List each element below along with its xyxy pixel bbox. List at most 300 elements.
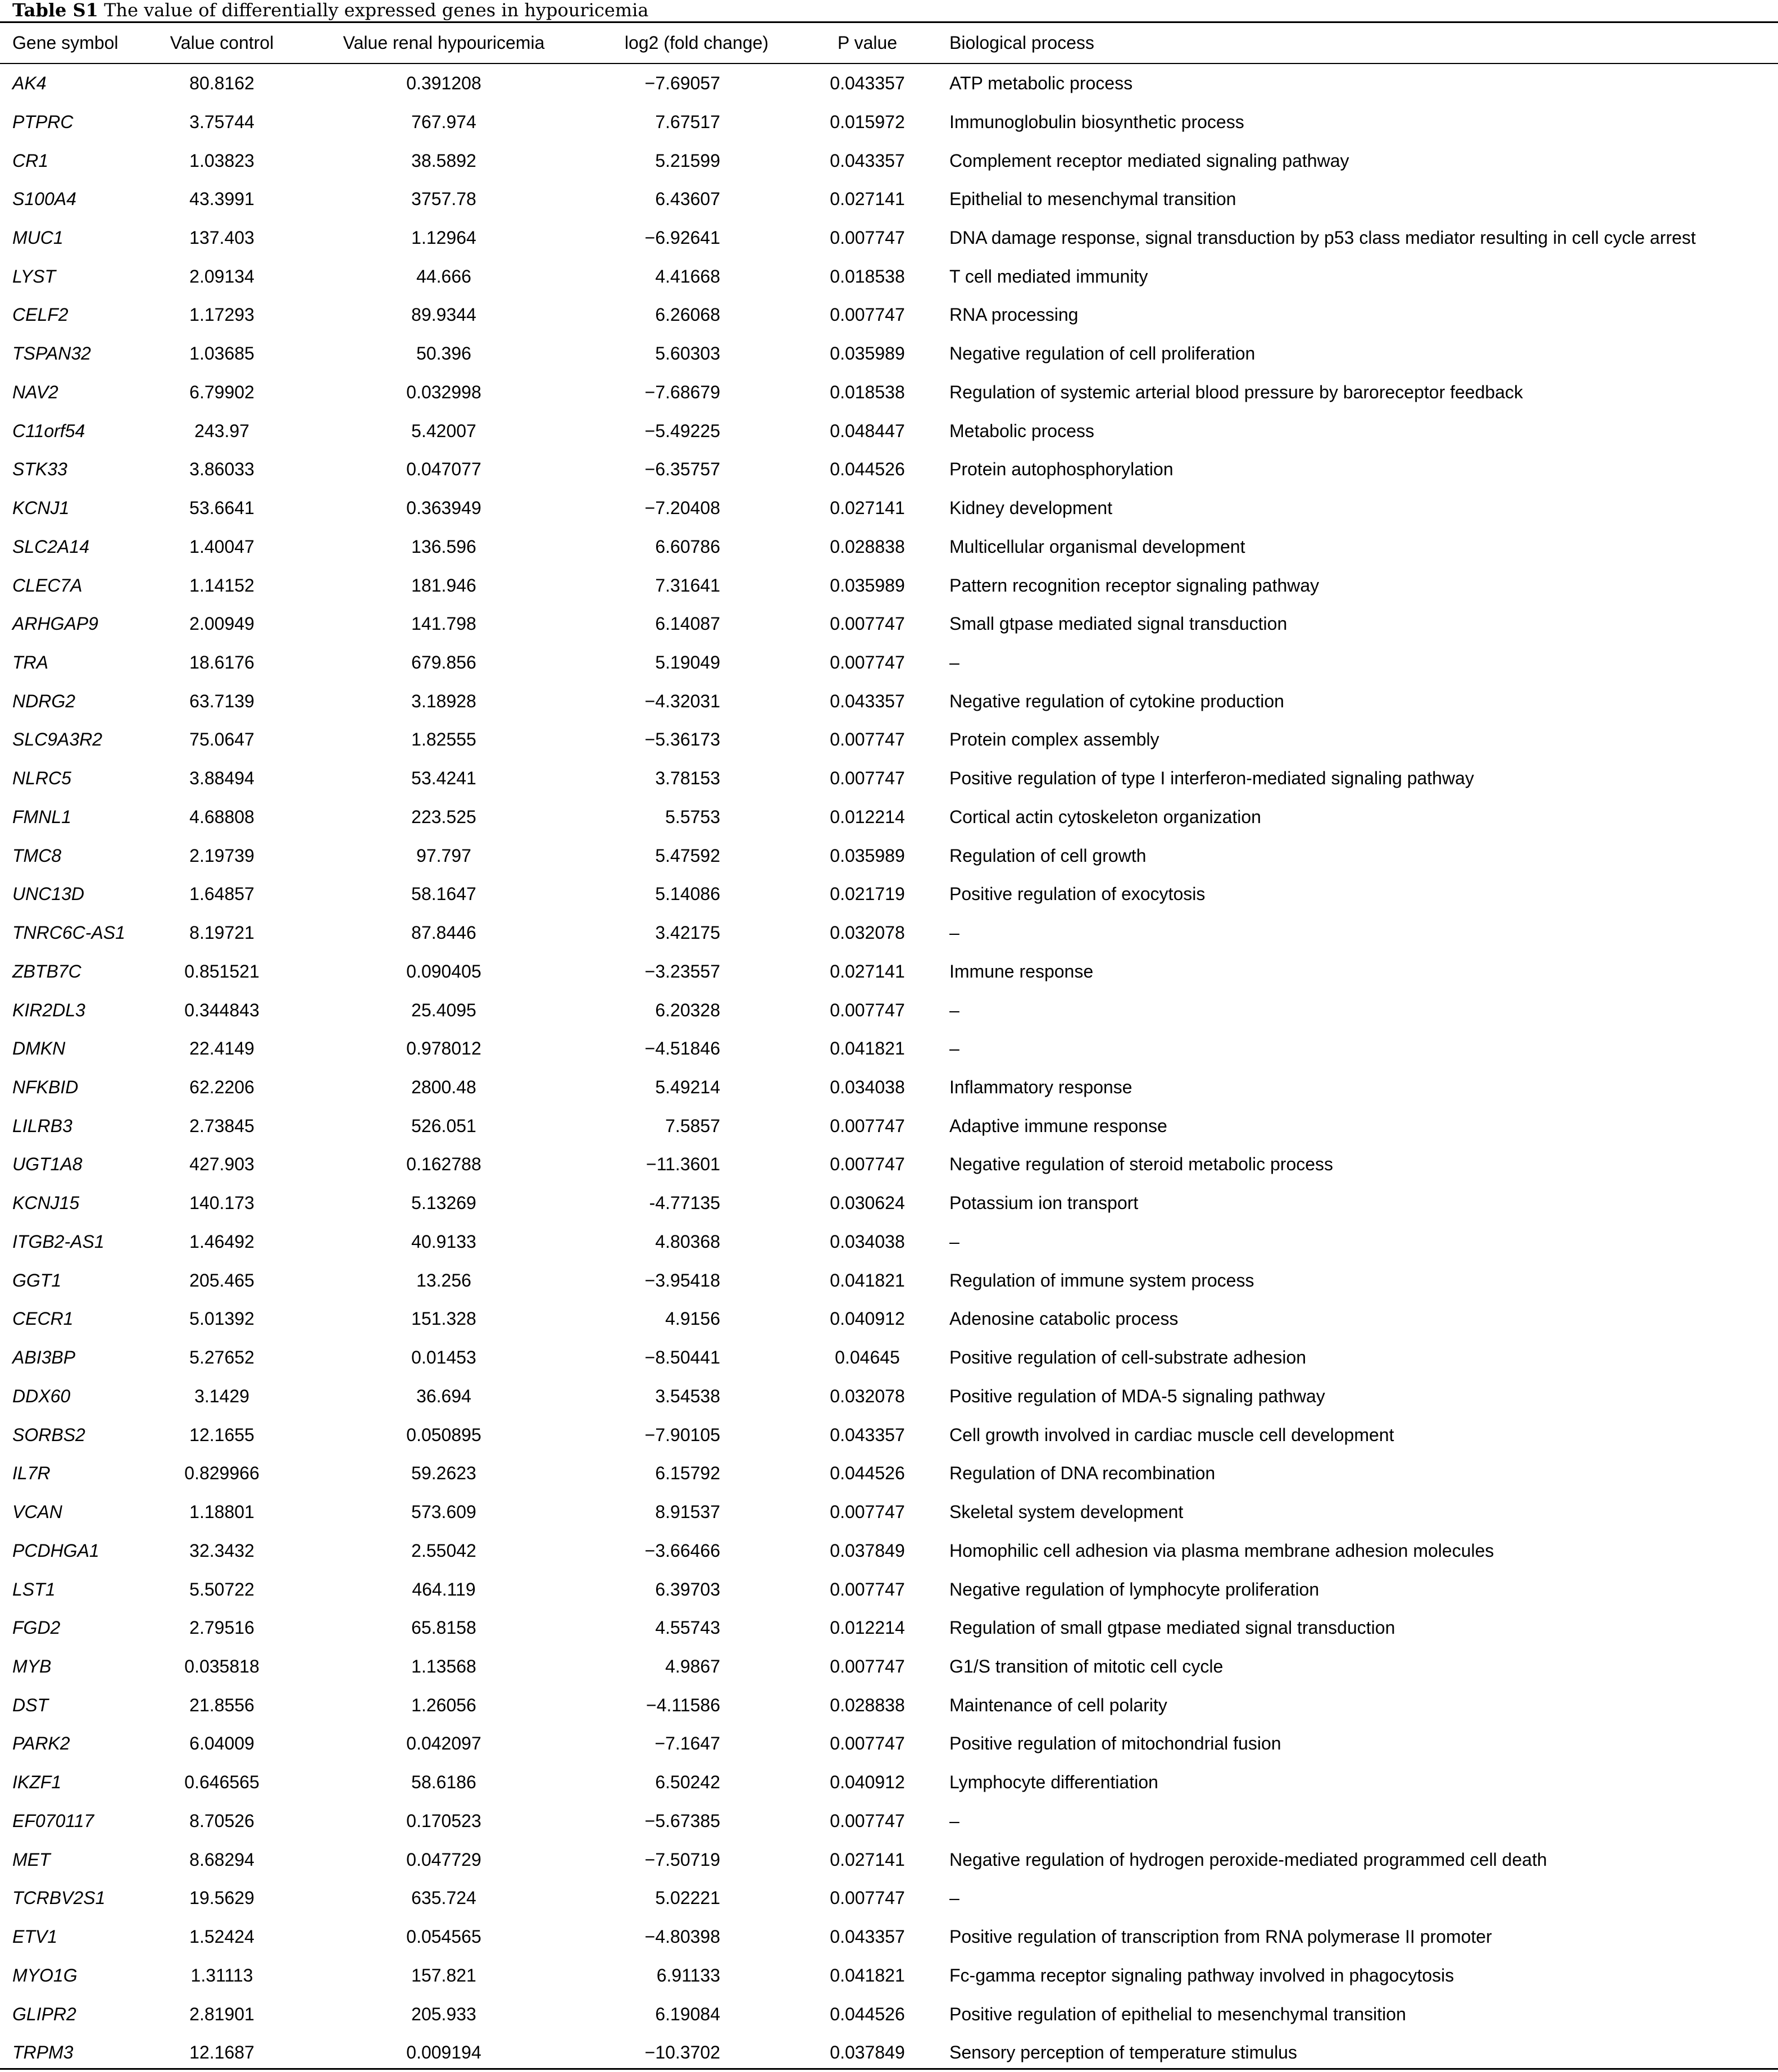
biological-process-cell: Regulation of cell growth xyxy=(949,845,1147,866)
log2-fold-change-cell: −5.67385 xyxy=(644,1810,720,1831)
log2-fold-change-cell: 6.14087 xyxy=(655,614,720,634)
biological-process-cell: – xyxy=(949,1888,960,1909)
p-value-cell: 0.007747 xyxy=(830,1656,905,1676)
biological-process-cell: – xyxy=(949,1810,960,1831)
p-value-cell: 0.007747 xyxy=(830,768,905,789)
gene-symbol-cell: LYST xyxy=(12,266,56,287)
gene-symbol-cell: C11orf54 xyxy=(12,420,85,441)
table-title: The value of differentially expressed genes in hypouricemia xyxy=(104,0,649,21)
gene-symbol-cell: KIR2DL3 xyxy=(12,999,85,1020)
log2-fold-change-cell: −3.23557 xyxy=(644,961,720,982)
log2-fold-change-cell: 4.55743 xyxy=(655,1617,720,1638)
log2-fold-change-cell: -4.77135 xyxy=(649,1193,720,1214)
gene-symbol-cell: ITGB2-AS1 xyxy=(12,1231,104,1252)
p-value-cell: 0.012214 xyxy=(830,1617,905,1638)
value-control-cell: 5.27652 xyxy=(189,1347,254,1368)
value-renal-cell: 0.170523 xyxy=(406,1810,481,1831)
biological-process-cell: Positive regulation of mitochondrial fusion xyxy=(949,1733,1281,1754)
p-value-cell: 0.007747 xyxy=(830,1810,905,1831)
p-value-cell: 0.007747 xyxy=(830,227,905,248)
value-renal-cell: 87.8446 xyxy=(411,923,476,943)
value-renal-cell: 13.256 xyxy=(416,1270,471,1291)
value-control-cell: 19.5629 xyxy=(189,1888,254,1909)
log2-fold-change-cell: −3.95418 xyxy=(644,1270,720,1291)
log2-fold-change-cell: −5.36173 xyxy=(644,729,720,750)
biological-process-cell: Metabolic process xyxy=(949,420,1094,441)
value-renal-cell: 151.328 xyxy=(411,1308,476,1329)
value-control-cell: 3.88494 xyxy=(189,768,254,789)
log2-fold-change-cell: 5.19049 xyxy=(655,652,720,673)
biological-process-cell: Cortical actin cytoskeleton organization xyxy=(949,806,1261,827)
value-control-cell: 21.8556 xyxy=(189,1694,254,1715)
biological-process-cell: Positive regulation of MDA-5 signaling pathway xyxy=(949,1385,1325,1406)
p-value-cell: 0.007747 xyxy=(830,999,905,1020)
value-renal-cell: 53.4241 xyxy=(411,768,476,789)
value-renal-cell: 635.724 xyxy=(411,1888,476,1909)
gene-symbol-cell: LILRB3 xyxy=(12,1115,72,1136)
log2-fold-change-cell: −4.51846 xyxy=(644,1038,720,1059)
biological-process-cell: ATP metabolic process xyxy=(949,73,1133,93)
value-control-cell: 1.31113 xyxy=(190,1965,253,1985)
biological-process-cell: Regulation of systemic arterial blood pressure by baroreceptor feedback xyxy=(949,381,1523,402)
p-value-cell: 0.037849 xyxy=(830,2042,905,2063)
value-control-cell: 18.6176 xyxy=(189,652,254,673)
value-control-cell: 2.00949 xyxy=(189,614,254,634)
p-value-cell: 0.007747 xyxy=(830,652,905,673)
header-log2-fold-change: log2 (fold change) xyxy=(624,33,769,53)
value-control-cell: 5.01392 xyxy=(189,1308,254,1329)
p-value-cell: 0.030624 xyxy=(830,1193,905,1214)
value-control-cell: 137.403 xyxy=(189,227,254,248)
value-control-cell: 2.09134 xyxy=(189,266,254,287)
log2-fold-change-cell: 5.47592 xyxy=(655,845,720,866)
p-value-cell: 0.041821 xyxy=(830,1038,905,1059)
value-control-cell: 2.79516 xyxy=(189,1617,254,1638)
value-control-cell: 8.70526 xyxy=(189,1810,254,1831)
log2-fold-change-cell: −7.90105 xyxy=(644,1424,720,1445)
gene-symbol-cell: DST xyxy=(12,1694,48,1715)
value-renal-cell: 0.363949 xyxy=(406,498,481,518)
gene-symbol-cell: MYB xyxy=(12,1656,52,1676)
biological-process-cell: – xyxy=(949,1231,960,1252)
biological-process-cell: DNA damage response, signal transduction by p53 class mediator resulting in cell cycle arrest xyxy=(949,227,1696,248)
value-renal-cell: 0.01453 xyxy=(411,1347,476,1368)
gene-symbol-cell: TNRC6C-AS1 xyxy=(12,923,125,943)
p-value-cell: 0.041821 xyxy=(830,1965,905,1985)
gene-symbol-cell: TSPAN32 xyxy=(12,343,91,364)
gene-symbol-cell: GGT1 xyxy=(12,1270,62,1291)
log2-fold-change-cell: 6.60786 xyxy=(655,536,720,557)
log2-fold-change-cell: 6.43607 xyxy=(655,189,720,210)
value-renal-cell: 0.042097 xyxy=(406,1733,481,1754)
p-value-cell: 0.027141 xyxy=(830,961,905,982)
gene-symbol-cell: MUC1 xyxy=(12,227,63,248)
value-control-cell: 8.19721 xyxy=(189,923,254,943)
biological-process-cell: Positive regulation of type I interferon-mediated signaling pathway xyxy=(949,768,1474,789)
gene-symbol-cell: PCDHGA1 xyxy=(12,1540,99,1561)
gene-symbol-cell: IL7R xyxy=(12,1463,51,1484)
log2-fold-change-cell: −10.3702 xyxy=(644,2042,720,2063)
log2-fold-change-cell: 5.60303 xyxy=(655,343,720,364)
p-value-cell: 0.040912 xyxy=(830,1308,905,1329)
log2-fold-change-cell: −5.49225 xyxy=(644,420,720,441)
value-control-cell: 0.829966 xyxy=(184,1463,260,1484)
log2-fold-change-cell: 6.39703 xyxy=(655,1579,720,1600)
log2-fold-change-cell: 4.9156 xyxy=(665,1308,720,1329)
gene-symbol-cell: FGD2 xyxy=(12,1617,61,1638)
log2-fold-change-cell: 7.67517 xyxy=(655,111,720,132)
p-value-cell: 0.032078 xyxy=(830,923,905,943)
p-value-cell: 0.007747 xyxy=(830,1154,905,1175)
biological-process-cell: Protein autophosphorylation xyxy=(949,459,1174,480)
value-renal-cell: 157.821 xyxy=(411,1965,476,1985)
top-rule xyxy=(0,21,1778,23)
value-control-cell: 140.173 xyxy=(189,1193,254,1214)
p-value-cell: 0.012214 xyxy=(830,806,905,827)
value-renal-cell: 0.047729 xyxy=(406,1849,481,1870)
value-renal-cell: 181.946 xyxy=(411,575,476,596)
log2-fold-change-cell: 5.5753 xyxy=(665,806,720,827)
value-renal-cell: 679.856 xyxy=(411,652,476,673)
value-control-cell: 62.2206 xyxy=(189,1077,254,1097)
value-renal-cell: 141.798 xyxy=(411,614,476,634)
gene-symbol-cell: SLC2A14 xyxy=(12,536,89,557)
biological-process-cell: – xyxy=(949,652,960,673)
value-control-cell: 243.97 xyxy=(194,420,249,441)
gene-symbol-cell: CECR1 xyxy=(12,1308,74,1329)
p-value-cell: 0.043357 xyxy=(830,150,905,171)
gene-symbol-cell: TRPM3 xyxy=(12,2042,74,2063)
biological-process-cell: Protein complex assembly xyxy=(949,729,1159,750)
gene-symbol-cell: TRA xyxy=(12,652,48,673)
log2-fold-change-cell: 6.26068 xyxy=(655,305,720,325)
gene-symbol-cell: CELF2 xyxy=(12,305,69,325)
log2-fold-change-cell: 6.91133 xyxy=(656,1965,720,1985)
biological-process-cell: T cell mediated immunity xyxy=(949,266,1148,287)
biological-process-cell: Complement receptor mediated signaling pathway xyxy=(949,150,1349,171)
gene-symbol-cell: ARHGAP9 xyxy=(12,614,98,634)
value-control-cell: 1.46492 xyxy=(189,1231,254,1252)
p-value-cell: 0.018538 xyxy=(830,266,905,287)
biological-process-cell: Pattern recognition receptor signaling pathway xyxy=(949,575,1320,596)
gene-symbol-cell: TMC8 xyxy=(12,845,62,866)
gene-symbol-cell: NAV2 xyxy=(12,381,58,402)
value-renal-cell: 97.797 xyxy=(416,845,471,866)
header-value-renal: Value renal hypouricemia xyxy=(343,33,545,53)
p-value-cell: 0.044526 xyxy=(830,459,905,480)
p-value-cell: 0.028838 xyxy=(830,1694,905,1715)
value-control-cell: 1.14152 xyxy=(189,575,254,596)
log2-fold-change-cell: −11.3601 xyxy=(646,1154,720,1175)
value-control-cell: 1.52424 xyxy=(189,1926,254,1947)
gene-symbol-cell: PTPRC xyxy=(12,111,74,132)
p-value-cell: 0.041821 xyxy=(830,1270,905,1291)
value-renal-cell: 44.666 xyxy=(416,266,471,287)
biological-process-cell: Regulation of small gtpase mediated signal transduction xyxy=(949,1617,1395,1638)
table-caption xyxy=(12,0,648,20)
value-control-cell: 63.7139 xyxy=(189,690,254,711)
biological-process-cell: Negative regulation of hydrogen peroxide-mediated programmed cell death xyxy=(949,1849,1547,1870)
value-control-cell: 0.344843 xyxy=(184,999,260,1020)
value-control-cell: 3.75744 xyxy=(189,111,254,132)
value-renal-cell: 526.051 xyxy=(411,1115,476,1136)
value-control-cell: 0.646565 xyxy=(184,1772,260,1793)
p-value-cell: 0.037849 xyxy=(830,1540,905,1561)
p-value-cell: 0.007747 xyxy=(830,729,905,750)
p-value-cell: 0.028838 xyxy=(830,536,905,557)
header-p-value: P value xyxy=(837,33,898,53)
log2-fold-change-cell: 5.49214 xyxy=(655,1077,720,1097)
gene-symbol-cell: DMKN xyxy=(12,1038,66,1059)
value-control-cell: 5.50722 xyxy=(189,1579,254,1600)
gene-symbol-cell: IKZF1 xyxy=(12,1772,62,1793)
value-renal-cell: 5.13269 xyxy=(411,1193,476,1214)
p-value-cell: 0.027141 xyxy=(830,498,905,518)
p-value-cell: 0.044526 xyxy=(830,2003,905,2024)
gene-symbol-cell: KCNJ15 xyxy=(12,1193,80,1214)
value-control-cell: 2.19739 xyxy=(189,845,254,866)
value-renal-cell: 59.2623 xyxy=(411,1463,476,1484)
gene-symbol-cell: UNC13D xyxy=(12,884,85,905)
log2-fold-change-cell: 4.41668 xyxy=(655,266,720,287)
log2-fold-change-cell: 3.54538 xyxy=(655,1385,720,1406)
biological-process-cell: Positive regulation of exocytosis xyxy=(949,884,1206,905)
value-control-cell: 3.1429 xyxy=(194,1385,249,1406)
value-renal-cell: 58.1647 xyxy=(411,884,476,905)
biological-process-cell: Negative regulation of lymphocyte proliferation xyxy=(949,1579,1320,1600)
gene-symbol-cell: LST1 xyxy=(12,1579,56,1600)
value-control-cell: 2.73845 xyxy=(189,1115,254,1136)
value-renal-cell: 65.8158 xyxy=(411,1617,476,1638)
log2-fold-change-cell: 8.91537 xyxy=(655,1502,720,1522)
value-renal-cell: 2800.48 xyxy=(411,1077,476,1097)
value-control-cell: 53.6641 xyxy=(189,498,254,518)
gene-symbol-cell: NDRG2 xyxy=(12,690,76,711)
log2-fold-change-cell: 5.21599 xyxy=(655,150,720,171)
gene-symbol-cell: STK33 xyxy=(12,459,67,480)
log2-fold-change-cell: −6.92641 xyxy=(644,227,720,248)
value-renal-cell: 58.6186 xyxy=(411,1772,476,1793)
header-biological-process: Biological process xyxy=(949,33,1094,53)
value-control-cell: 0.851521 xyxy=(184,961,260,982)
value-renal-cell: 1.26056 xyxy=(411,1694,476,1715)
log2-fold-change-cell: 6.50242 xyxy=(655,1772,720,1793)
log2-fold-change-cell: 5.14086 xyxy=(655,884,720,905)
value-renal-cell: 205.933 xyxy=(411,2003,476,2024)
value-renal-cell: 464.119 xyxy=(412,1579,476,1600)
biological-process-cell: Positive regulation of epithelial to mesenchymal transition xyxy=(949,2003,1406,2024)
p-value-cell: 0.007747 xyxy=(830,1888,905,1909)
value-renal-cell: 0.391208 xyxy=(406,73,481,93)
gene-symbol-cell: MYO1G xyxy=(12,1965,78,1985)
value-control-cell: 75.0647 xyxy=(189,729,254,750)
log2-fold-change-cell: −3.66466 xyxy=(644,1540,720,1561)
p-value-cell: 0.035989 xyxy=(830,575,905,596)
gene-symbol-cell: ABI3BP xyxy=(12,1347,76,1368)
p-value-cell: 0.007747 xyxy=(830,1733,905,1754)
log2-fold-change-cell: 7.31641 xyxy=(655,575,720,596)
value-control-cell: 4.68808 xyxy=(189,806,254,827)
value-control-cell: 43.3991 xyxy=(189,189,254,210)
biological-process-cell: Epithelial to mesenchymal transition xyxy=(949,189,1236,210)
log2-fold-change-cell: 6.19084 xyxy=(655,2003,720,2024)
p-value-cell: 0.007747 xyxy=(830,305,905,325)
log2-fold-change-cell: −4.32031 xyxy=(644,690,720,711)
gene-symbol-cell: GLIPR2 xyxy=(12,2003,76,2024)
header-value-control: Value control xyxy=(170,33,274,53)
log2-fold-change-cell: −7.1647 xyxy=(654,1733,720,1754)
header-gene-symbol: Gene symbol xyxy=(12,33,119,53)
log2-fold-change-cell: 7.5857 xyxy=(665,1115,720,1136)
value-control-cell: 1.64857 xyxy=(189,884,254,905)
value-control-cell: 1.40047 xyxy=(189,536,254,557)
p-value-cell: 0.035989 xyxy=(830,845,905,866)
value-renal-cell: 40.9133 xyxy=(411,1231,476,1252)
gene-symbol-cell: EF070117 xyxy=(12,1810,94,1831)
table-label: Table S1 xyxy=(12,0,98,21)
gene-symbol-cell: FMNL1 xyxy=(12,806,71,827)
p-value-cell: 0.018538 xyxy=(830,381,905,402)
value-control-cell: 205.465 xyxy=(189,1270,254,1291)
gene-symbol-cell: CR1 xyxy=(12,150,49,171)
biological-process-cell: Negative regulation of cell proliferation xyxy=(949,343,1256,364)
value-control-cell: 32.3432 xyxy=(189,1540,254,1561)
gene-symbol-cell: KCNJ1 xyxy=(12,498,70,518)
value-renal-cell: 3.18928 xyxy=(411,690,476,711)
log2-fold-change-cell: −7.69057 xyxy=(644,73,720,93)
gene-symbol-cell: TCRBV2S1 xyxy=(12,1888,106,1909)
biological-process-cell: – xyxy=(949,1038,960,1059)
value-control-cell: 22.4149 xyxy=(189,1038,254,1059)
log2-fold-change-cell: 6.15792 xyxy=(655,1463,720,1484)
biological-process-cell: Immune response xyxy=(949,961,1094,982)
biological-process-cell: Skeletal system development xyxy=(949,1502,1184,1522)
value-renal-cell: 0.047077 xyxy=(406,459,481,480)
gene-symbol-cell: DDX60 xyxy=(12,1385,71,1406)
biological-process-cell: Regulation of immune system process xyxy=(949,1270,1254,1291)
biological-process-cell: Adaptive immune response xyxy=(949,1115,1167,1136)
biological-process-cell: Small gtpase mediated signal transduction xyxy=(949,614,1288,634)
biological-process-cell: Kidney development xyxy=(949,498,1112,518)
value-control-cell: 8.68294 xyxy=(189,1849,254,1870)
p-value-cell: 0.044526 xyxy=(830,1463,905,1484)
biological-process-cell: Lymphocyte differentiation xyxy=(949,1772,1158,1793)
log2-fold-change-cell: 4.9867 xyxy=(665,1656,720,1676)
value-renal-cell: 767.974 xyxy=(411,111,476,132)
value-control-cell: 3.86033 xyxy=(189,459,254,480)
value-control-cell: 6.79902 xyxy=(189,381,254,402)
log2-fold-change-cell: −8.50441 xyxy=(644,1347,720,1368)
biological-process-cell: Positive regulation of transcription from RNA polymerase II promoter xyxy=(949,1926,1492,1947)
log2-fold-change-cell: −6.35757 xyxy=(644,459,720,480)
gene-symbol-cell: PARK2 xyxy=(12,1733,70,1754)
p-value-cell: 0.035989 xyxy=(830,343,905,364)
value-control-cell: 12.1655 xyxy=(189,1424,254,1445)
biological-process-cell: Maintenance of cell polarity xyxy=(949,1694,1167,1715)
p-value-cell: 0.007747 xyxy=(830,1115,905,1136)
p-value-cell: 0.048447 xyxy=(830,420,905,441)
value-renal-cell: 223.525 xyxy=(411,806,476,827)
log2-fold-change-cell: −7.68679 xyxy=(644,381,720,402)
gene-symbol-cell: S100A4 xyxy=(12,189,76,210)
value-renal-cell: 50.396 xyxy=(416,343,471,364)
gene-symbol-cell: SLC9A3R2 xyxy=(12,729,103,750)
value-control-cell: 1.03685 xyxy=(189,343,254,364)
p-value-cell: 0.027141 xyxy=(830,1849,905,1870)
value-control-cell: 80.8162 xyxy=(189,73,254,93)
biological-process-cell: Negative regulation of steroid metabolic process xyxy=(949,1154,1334,1175)
value-renal-cell: 1.82555 xyxy=(411,729,476,750)
gene-symbol-cell: ETV1 xyxy=(12,1926,58,1947)
value-renal-cell: 25.4095 xyxy=(411,999,476,1020)
value-control-cell: 427.903 xyxy=(189,1154,254,1175)
p-value-cell: 0.034038 xyxy=(830,1077,905,1097)
log2-fold-change-cell: 4.80368 xyxy=(655,1231,720,1252)
p-value-cell: 0.043357 xyxy=(830,1926,905,1947)
p-value-cell: 0.034038 xyxy=(830,1231,905,1252)
log2-fold-change-cell: −4.80398 xyxy=(644,1926,720,1947)
value-renal-cell: 1.12964 xyxy=(411,227,476,248)
value-renal-cell: 38.5892 xyxy=(411,150,476,171)
log2-fold-change-cell: −7.20408 xyxy=(644,498,720,518)
log2-fold-change-cell: 3.78153 xyxy=(655,768,720,789)
log2-fold-change-cell: −4.11586 xyxy=(646,1694,720,1715)
p-value-cell: 0.043357 xyxy=(830,690,905,711)
value-control-cell: 0.035818 xyxy=(184,1656,260,1676)
value-renal-cell: 573.609 xyxy=(411,1502,476,1522)
biological-process-cell: – xyxy=(949,999,960,1020)
gene-symbol-cell: VCAN xyxy=(12,1502,62,1522)
value-renal-cell: 0.162788 xyxy=(406,1154,481,1175)
value-renal-cell: 3757.78 xyxy=(411,189,476,210)
gene-symbol-cell: ZBTB7C xyxy=(12,961,81,982)
gene-symbol-cell: UGT1A8 xyxy=(12,1154,83,1175)
value-renal-cell: 0.009194 xyxy=(406,2042,481,2063)
p-value-cell: 0.015972 xyxy=(830,111,905,132)
p-value-cell: 0.04645 xyxy=(835,1347,900,1368)
value-control-cell: 2.81901 xyxy=(189,2003,254,2024)
value-control-cell: 6.04009 xyxy=(189,1733,254,1754)
gene-symbol-cell: CLEC7A xyxy=(12,575,83,596)
p-value-cell: 0.043357 xyxy=(830,1424,905,1445)
biological-process-cell: Negative regulation of cytokine production xyxy=(949,690,1284,711)
p-value-cell: 0.043357 xyxy=(830,73,905,93)
p-value-cell: 0.027141 xyxy=(830,189,905,210)
gene-symbol-cell: SORBS2 xyxy=(12,1424,85,1445)
gene-symbol-cell: NFKBID xyxy=(12,1077,79,1097)
value-renal-cell: 0.054565 xyxy=(406,1926,481,1947)
log2-fold-change-cell: 3.42175 xyxy=(655,923,720,943)
p-value-cell: 0.040912 xyxy=(830,1772,905,1793)
p-value-cell: 0.007747 xyxy=(830,1579,905,1600)
biological-process-cell: Adenosine catabolic process xyxy=(949,1308,1179,1329)
value-renal-cell: 1.13568 xyxy=(411,1656,476,1676)
biological-process-cell: Immunoglobulin biosynthetic process xyxy=(949,111,1244,132)
biological-process-cell: RNA processing xyxy=(949,305,1079,325)
value-renal-cell: 0.978012 xyxy=(406,1038,481,1059)
value-control-cell: 1.03823 xyxy=(189,150,254,171)
biological-process-cell: Multicellular organismal development xyxy=(949,536,1245,557)
p-value-cell: 0.032078 xyxy=(830,1385,905,1406)
value-control-cell: 1.17293 xyxy=(189,305,254,325)
biological-process-cell: G1/S transition of mitotic cell cycle xyxy=(949,1656,1224,1676)
gene-symbol-cell: MET xyxy=(12,1849,51,1870)
biological-process-cell: Sensory perception of temperature stimulus xyxy=(949,2042,1297,2063)
value-renal-cell: 89.9344 xyxy=(411,305,476,325)
biological-process-cell: Potassium ion transport xyxy=(949,1193,1139,1214)
log2-fold-change-cell: 6.20328 xyxy=(655,999,720,1020)
gene-symbol-cell: NLRC5 xyxy=(12,768,71,789)
